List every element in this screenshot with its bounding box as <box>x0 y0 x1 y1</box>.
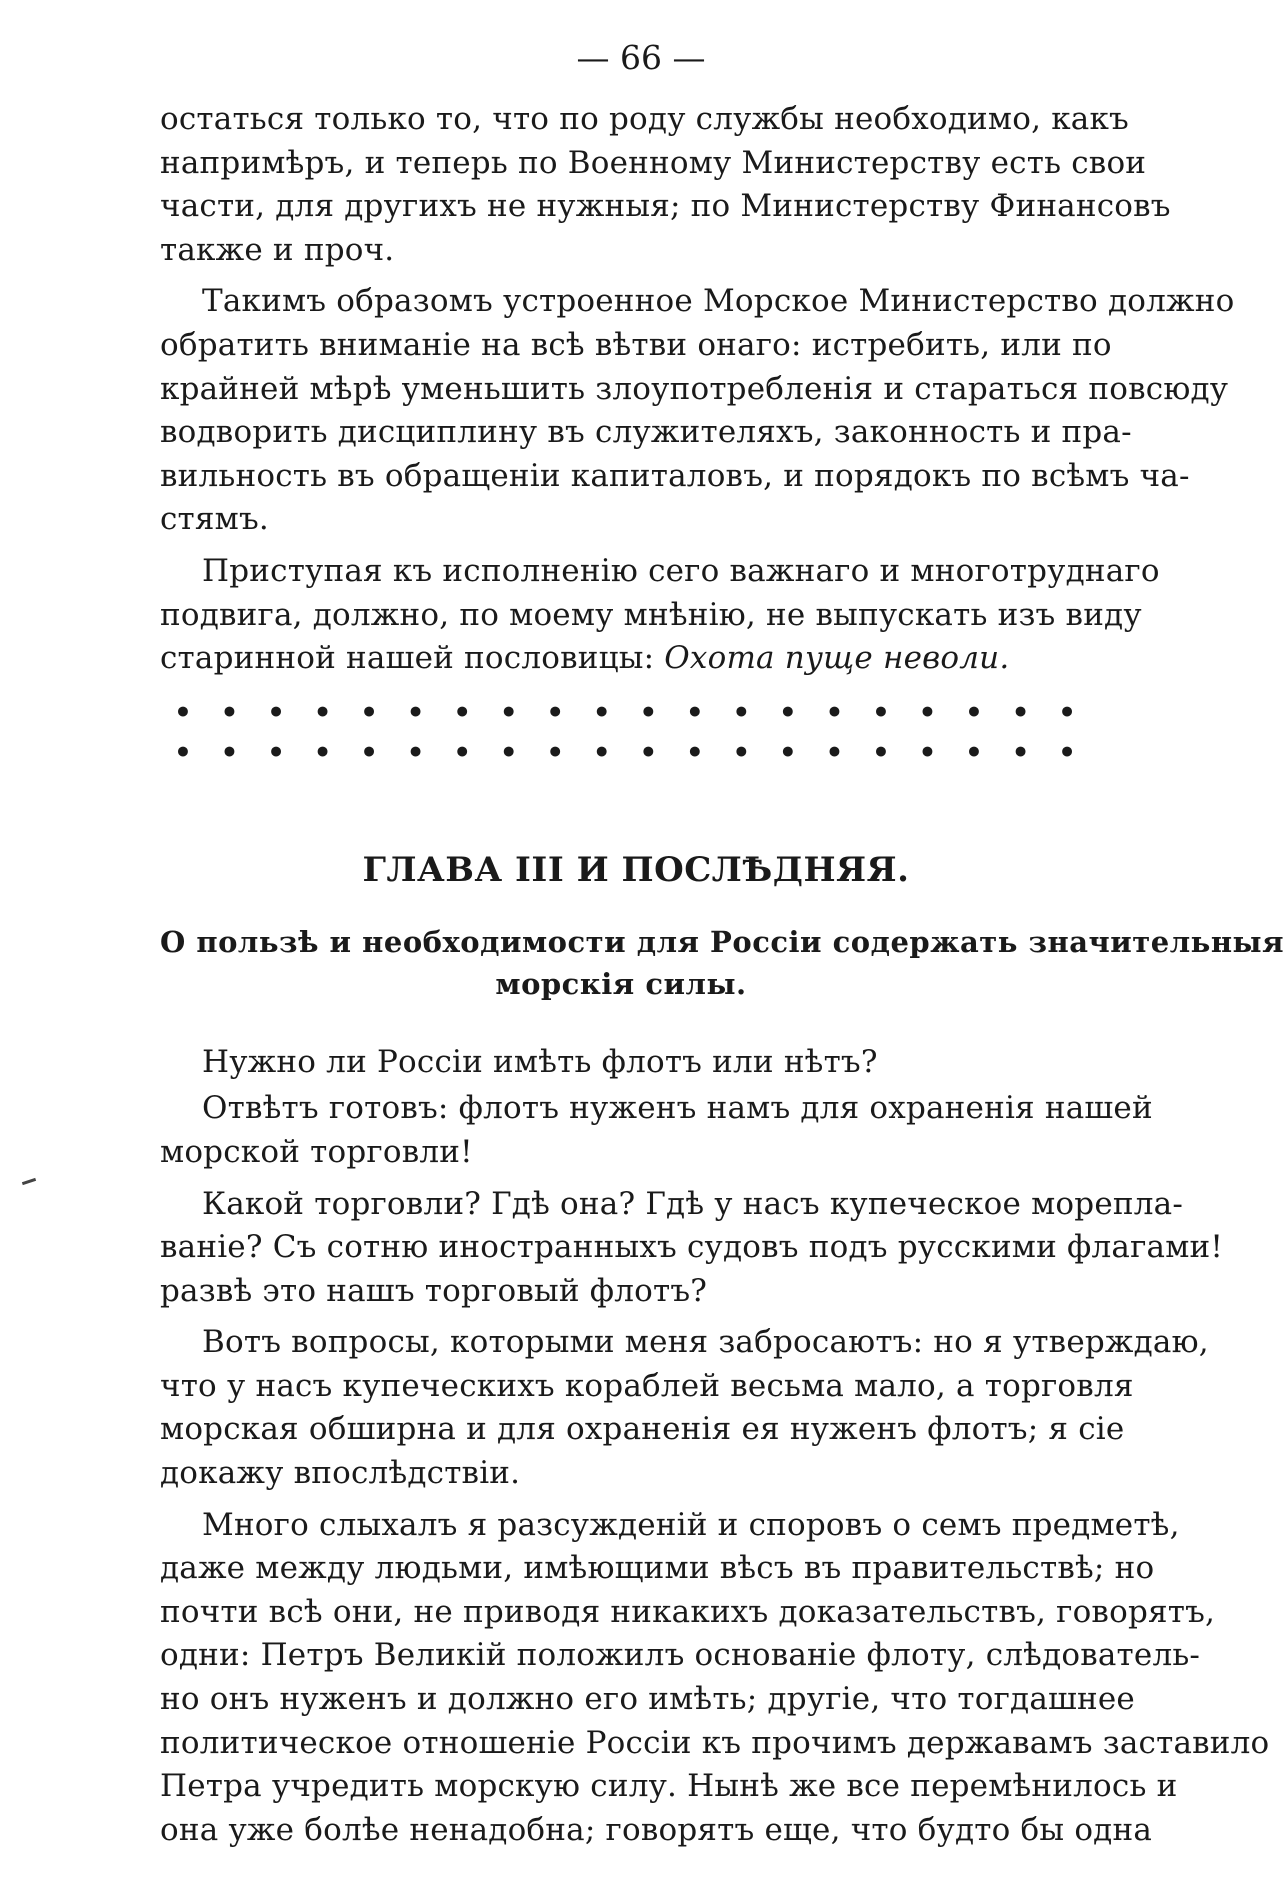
text-line: подвига, должно, по моему мнѣнію, не выпускать изъ виду <box>160 596 1142 633</box>
ellipsis-dot: • <box>965 695 983 729</box>
ellipsis-dot: • <box>825 735 844 769</box>
paragraph-trade <box>160 1183 1224 1314</box>
text-line: Какой торговли? Гдѣ она? Гдѣ у насъ купеческое морепла- <box>202 1185 1183 1222</box>
ellipsis-dot: • <box>592 695 611 729</box>
ellipsis-dot: • <box>453 695 472 729</box>
ellipsis-dots-row <box>160 733 1082 773</box>
text-line: Вотъ вопросы, которыми меня забросаютъ: но я утверждаю, <box>202 1324 1209 1361</box>
text-line: вильность въ обращеніи капиталовъ, и порядокъ по всѣмъ ча- <box>160 457 1190 494</box>
text-line: политическое отношеніе Россіи къ прочимъ державамъ заставило <box>160 1724 1270 1761</box>
text-line: но онъ нуженъ и должно его имѣть; другіе, что тогдашнее <box>160 1681 1135 1718</box>
ellipsis-dot: • <box>360 695 379 729</box>
ellipsis-dot: • <box>778 735 797 769</box>
ellipsis-dot: • <box>406 735 425 769</box>
paragraph-ministry <box>160 280 1235 542</box>
text-line: она уже болѣе ненадобна; говорятъ еще, что будто бы одна <box>160 1811 1153 1848</box>
ellipsis-dots-row <box>160 693 1082 733</box>
paragraph-proverb <box>160 550 1160 681</box>
paragraph-question <box>160 1041 1082 1085</box>
paragraph-continuation <box>160 98 1171 272</box>
text-line: морская обширна и для охраненія ея нуженъ флотъ; я сіе <box>160 1411 1125 1448</box>
ellipsis-dot: • <box>313 735 332 769</box>
text-line: Нужно ли Россіи имѣть флотъ или нѣтъ? <box>202 1043 878 1080</box>
text-line: развѣ это нашъ торговый флотъ? <box>160 1272 708 1309</box>
text-line: Петра учредить морскую силу. Нынѣ же все перемѣнилось и <box>160 1768 1178 1805</box>
paragraph-answer <box>160 1087 1153 1174</box>
ellipsis-dot: • <box>1011 695 1030 729</box>
ellipsis-dot: • <box>313 695 332 729</box>
ellipsis-dot: • <box>220 735 239 769</box>
ellipsis-dot: • <box>174 695 192 729</box>
text-line: крайней мѣрѣ уменьшить злоупотребленія и стараться повсюду <box>160 370 1229 407</box>
text-line: одни: Петръ Великій положилъ основаніе флоту, слѣдователь- <box>160 1637 1201 1674</box>
paragraph-questions <box>160 1321 1209 1495</box>
ellipsis-dot: • <box>1011 735 1030 769</box>
text-line <box>160 637 1082 681</box>
ellipsis-dot: • <box>778 695 797 729</box>
chapter-subtitle <box>160 921 1284 1005</box>
text-line: напримѣръ, и теперь по Военному Министерству есть свои <box>160 144 1147 181</box>
ellipsis-dot: • <box>732 735 751 769</box>
text-line: даже между людьми, имѣющими вѣсъ въ правительствѣ; но <box>160 1550 1155 1587</box>
text-line: водворить дисциплину въ служителяхъ, законность и пра- <box>160 414 1132 451</box>
proverb-italic: Охота пуще неволи. <box>664 640 1010 677</box>
ellipsis-dot: • <box>639 695 658 729</box>
text-line: также и проч. <box>160 231 395 268</box>
ellipsis-dot: • <box>965 735 983 769</box>
text-line: стямъ. <box>160 501 269 538</box>
ellipsis-dot: • <box>1058 735 1076 769</box>
book-page <box>160 36 1284 1852</box>
text-line: что у насъ купеческихъ кораблей весьма мало, а торговля <box>160 1367 1134 1404</box>
ellipsis-dot: • <box>918 735 937 769</box>
ellipsis-dot: • <box>592 735 611 769</box>
text-line: части, для другихъ не нужныя; по Министерству Финансовъ <box>160 188 1171 225</box>
text-line: обратить вниманіе на всѣ вѣтви онаго: истребить, или по <box>160 326 1112 363</box>
text-line: почти всѣ они, не приводя никакихъ доказательствъ, говорятъ, <box>160 1593 1216 1630</box>
ellipsis-dot: • <box>499 735 518 769</box>
text-line: ваніе? Съ сотню иностранныхъ судовъ подъ русскими флагами! <box>160 1229 1224 1266</box>
text-line: Такимъ образомъ устроенное Морское Министерство должно <box>202 283 1235 320</box>
chapter-title: ГЛАВА III И ПОСЛѢДНЯЯ. <box>362 849 910 890</box>
ellipsis-dot: • <box>453 735 472 769</box>
subtitle-line: морскія силы. <box>495 966 747 1001</box>
ellipsis-dot: • <box>1058 695 1076 729</box>
ellipsis-dot: • <box>732 695 751 729</box>
ellipsis-dot: • <box>639 735 658 769</box>
text-line: Приступая къ исполненію сего важнаго и многотруднаго <box>202 552 1160 589</box>
ellipsis-dot: • <box>406 695 425 729</box>
ellipsis-dot: • <box>546 735 565 769</box>
ellipsis-dot: • <box>267 735 285 769</box>
ellipsis-dot: • <box>360 735 379 769</box>
ellipsis-dot: • <box>267 695 285 729</box>
text-line: Отвѣтъ готовъ: флотъ нуженъ намъ для охраненія нашей <box>202 1090 1153 1127</box>
ellipsis-dot: • <box>825 695 844 729</box>
stray-margin-mark <box>22 1178 36 1185</box>
text-line: остаться только то, что по роду службы необходимо, какъ <box>160 101 1129 137</box>
ellipsis-dot: • <box>871 695 890 729</box>
ellipsis-dot: • <box>685 695 704 729</box>
ellipsis-dot: • <box>174 735 192 769</box>
text-line: морской торговли! <box>160 1133 473 1170</box>
subtitle-line: О пользѣ и необходимости для Россіи содержать значительныя <box>160 924 1284 959</box>
proverb-intro: старинной нашей пословицы: <box>160 640 665 677</box>
ellipsis-dot: • <box>685 735 704 769</box>
ellipsis-dot: • <box>546 695 565 729</box>
paragraph-debates <box>160 1504 1270 1853</box>
ellipsis-dot: • <box>220 695 239 729</box>
text-line: докажу впослѣдствіи. <box>160 1455 521 1492</box>
page-number: — 66 — <box>576 38 706 77</box>
ellipsis-dot: • <box>871 735 890 769</box>
ellipsis-dot: • <box>499 695 518 729</box>
ellipsis-dot: • <box>918 695 937 729</box>
text-line: Много слыхалъ я разсужденій и споровъ о семъ предметѣ, <box>202 1506 1180 1543</box>
